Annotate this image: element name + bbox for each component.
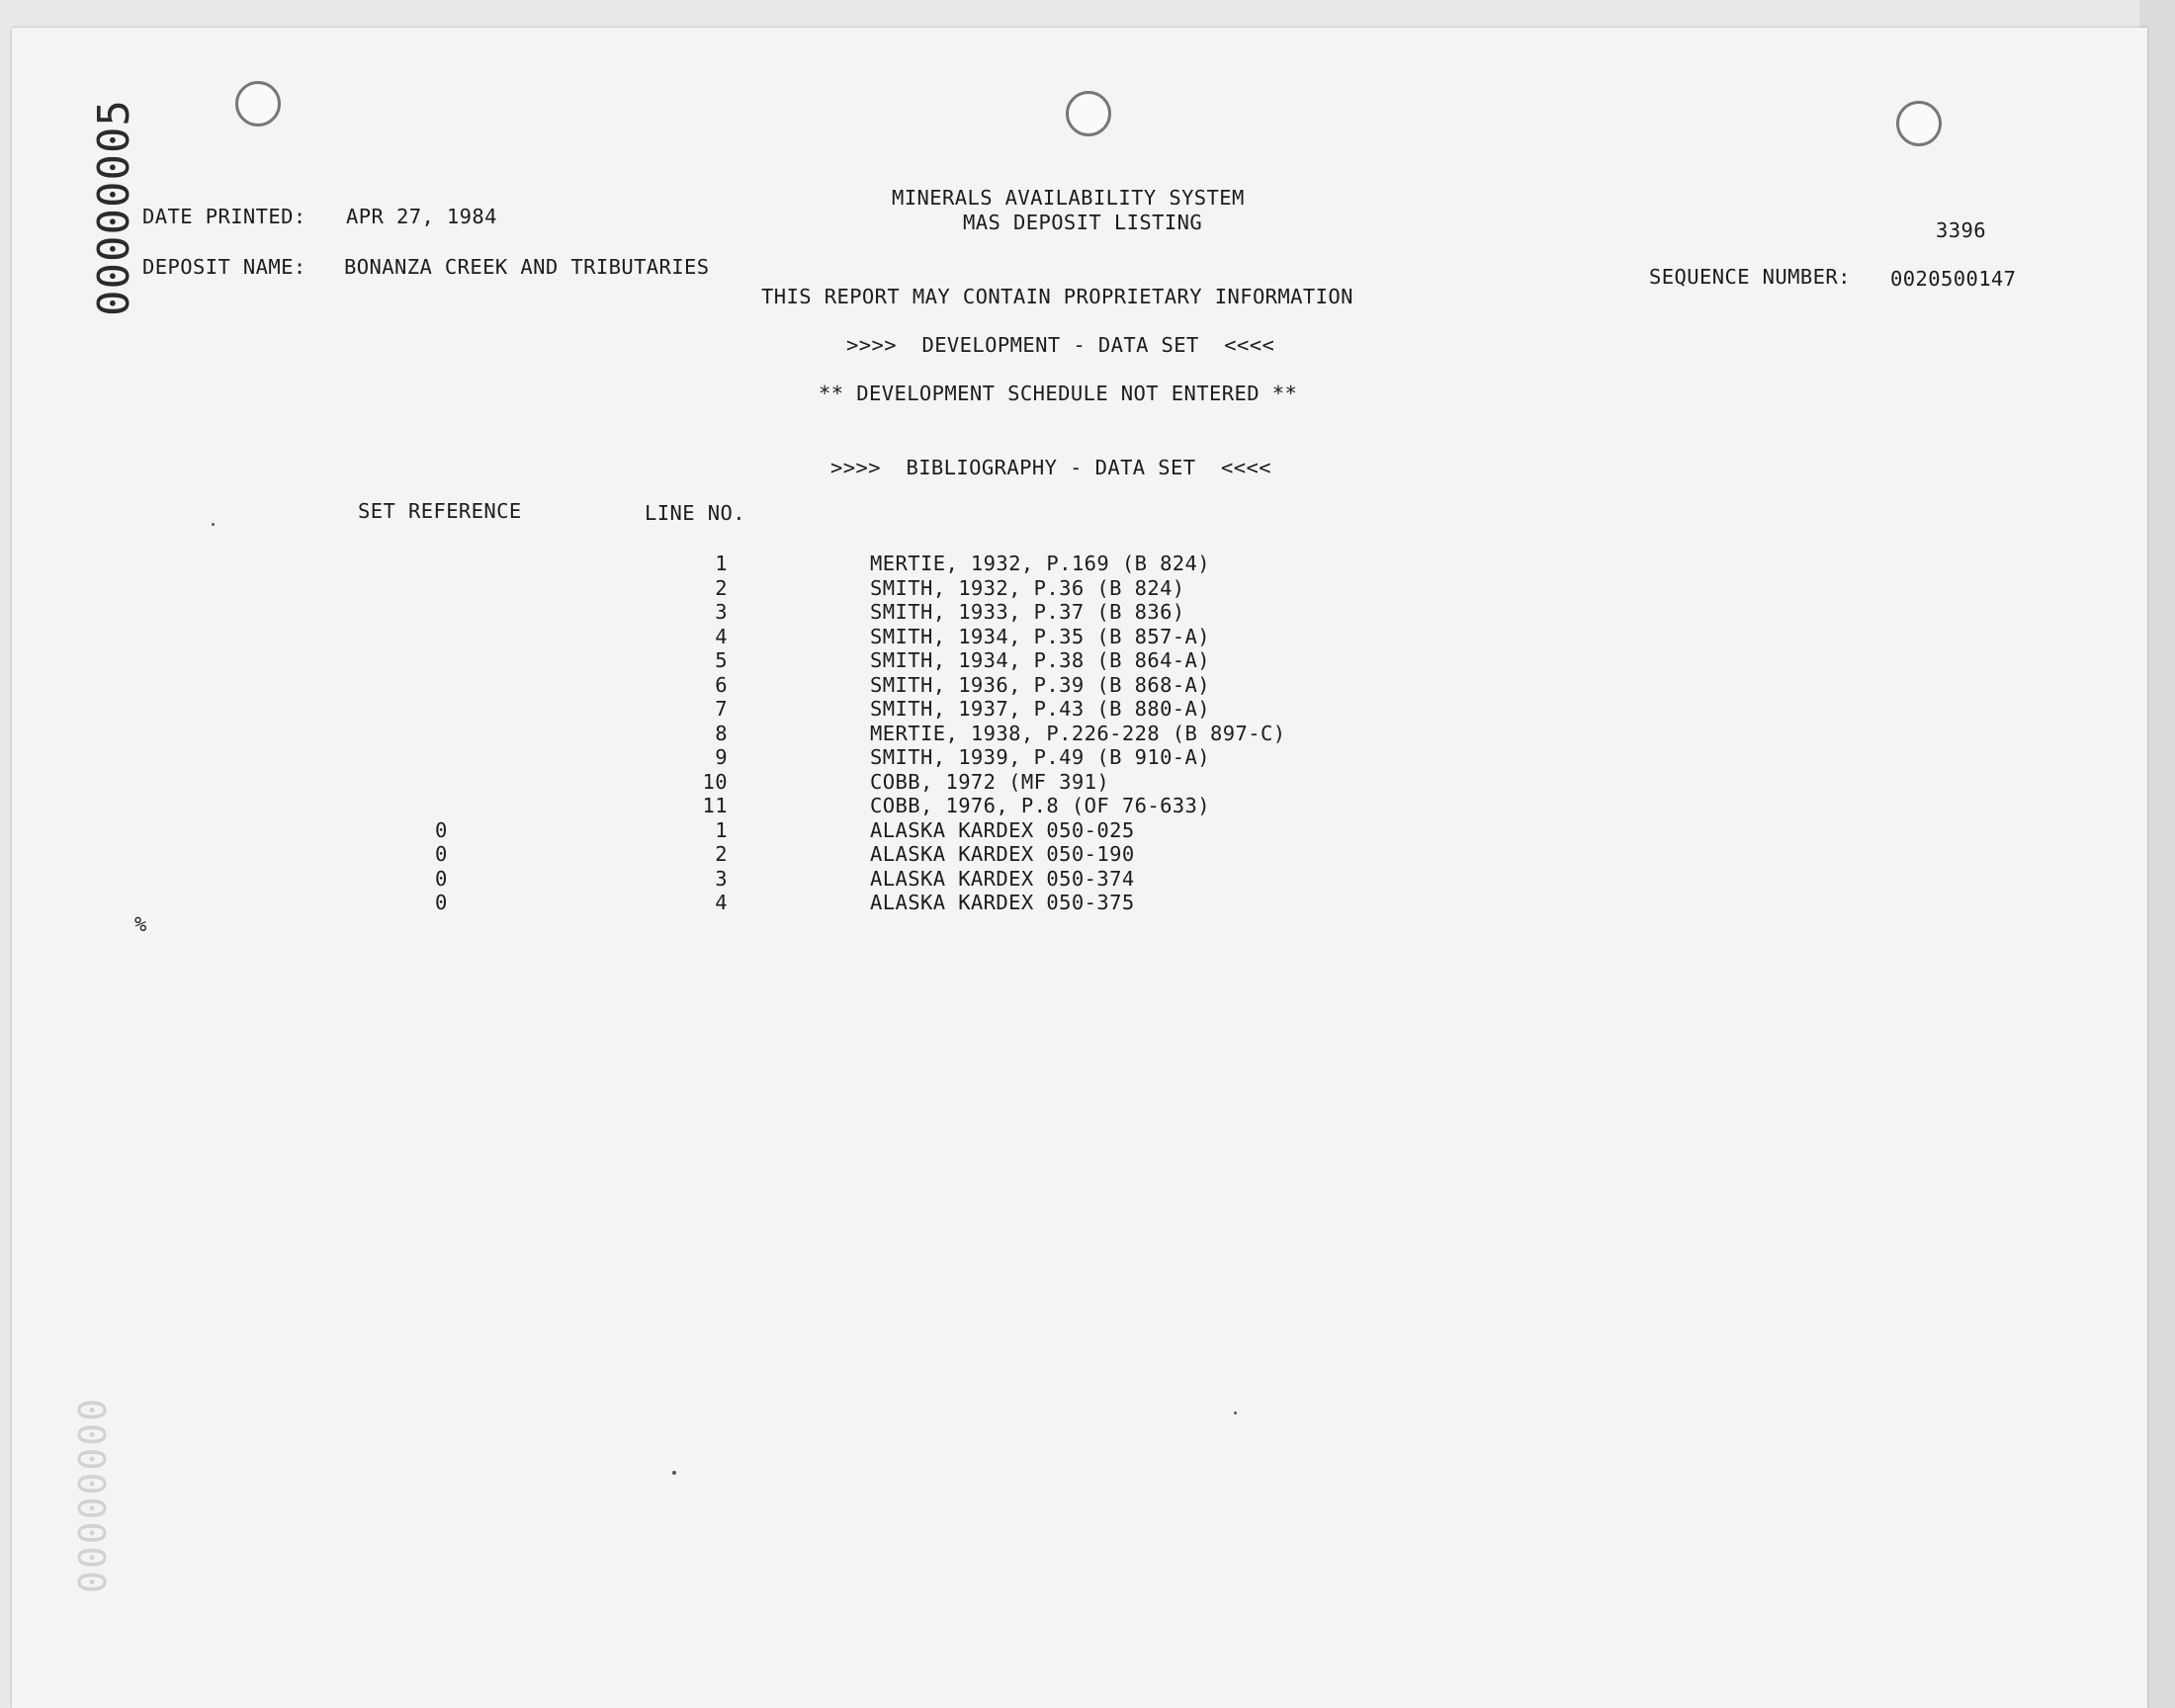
line-number-cell: 8	[715, 722, 728, 745]
line-number-cell: 1	[715, 818, 728, 842]
table-row	[0, 600, 1582, 624]
reference-cell: COBB, 1976, P.8 (OF 76-633)	[870, 794, 1211, 817]
percent-mark: %	[134, 912, 147, 936]
development-heading: >>>> DEVELOPMENT - DATA SET <<<<	[846, 333, 1275, 357]
table-row	[0, 818, 1582, 842]
set-reference-cell: 0	[435, 867, 448, 891]
line-number-cell: 3	[715, 867, 728, 891]
line-number-cell: 10	[702, 770, 728, 794]
proprietary-notice: THIS REPORT MAY CONTAIN PROPRIETARY INFORMATION	[761, 285, 1353, 308]
deposit-name-value: BONANZA CREEK AND TRIBUTARIES	[344, 255, 710, 279]
punch-hole-left	[235, 81, 281, 127]
line-number-cell: 4	[715, 625, 728, 648]
table-row	[0, 794, 1582, 817]
reference-cell: MERTIE, 1932, P.169 (B 824)	[870, 552, 1211, 575]
reference-cell: SMITH, 1939, P.49 (B 910-A)	[870, 745, 1211, 769]
reference-cell: SMITH, 1934, P.38 (B 864-A)	[870, 648, 1211, 672]
line-number-cell: 2	[715, 576, 728, 600]
reference-cell: SMITH, 1932, P.36 (B 824)	[870, 576, 1185, 600]
column-header-set-reference: SET REFERENCE	[358, 499, 522, 523]
reference-cell: ALASKA KARDEX 050-190	[870, 842, 1135, 866]
table-row	[0, 722, 1582, 745]
table-row	[0, 745, 1582, 769]
line-number-cell: 7	[715, 697, 728, 721]
reference-cell: MERTIE, 1938, P.226-228 (B 897-C)	[870, 722, 1286, 745]
page-number: 3396	[1936, 218, 1986, 242]
page-stamp-number: 00000005	[89, 99, 139, 316]
line-number-cell: 4	[715, 891, 728, 914]
table-row	[0, 576, 1582, 600]
deposit-name-label: DEPOSIT NAME:	[142, 255, 306, 279]
line-number-cell: 9	[715, 745, 728, 769]
column-header-line-no: LINE NO.	[645, 501, 745, 525]
line-number-cell: 6	[715, 673, 728, 697]
listing-title: MAS DEPOSIT LISTING	[963, 211, 1203, 234]
table-row	[0, 673, 1582, 697]
reference-cell: ALASKA KARDEX 050-025	[870, 818, 1135, 842]
speck	[212, 523, 215, 526]
set-reference-cell: 0	[435, 818, 448, 842]
date-printed-label: DATE PRINTED:	[142, 205, 306, 228]
line-number-cell: 3	[715, 600, 728, 624]
reference-cell: SMITH, 1934, P.35 (B 857-A)	[870, 625, 1211, 648]
bibliography-heading: >>>> BIBLIOGRAPHY - DATA SET <<<<	[830, 456, 1271, 479]
table-row	[0, 697, 1582, 721]
set-reference-cell: 0	[435, 891, 448, 914]
reference-cell: SMITH, 1936, P.39 (B 868-A)	[870, 673, 1211, 697]
table-row	[0, 648, 1582, 672]
reference-cell: SMITH, 1937, P.43 (B 880-A)	[870, 697, 1211, 721]
line-number-cell: 5	[715, 648, 728, 672]
reference-cell: ALASKA KARDEX 050-375	[870, 891, 1135, 914]
set-reference-cell: 0	[435, 842, 448, 866]
date-printed-value: APR 27, 1984	[346, 205, 497, 228]
punch-hole-right	[1896, 101, 1942, 146]
line-number-cell: 1	[715, 552, 728, 575]
system-title: MINERALS AVAILABILITY SYSTEM	[892, 186, 1245, 210]
sequence-number-label: SEQUENCE NUMBER:	[1649, 265, 1851, 289]
table-row	[0, 842, 1582, 866]
table-row	[0, 625, 1582, 648]
reference-cell: SMITH, 1933, P.37 (B 836)	[870, 600, 1185, 624]
table-row	[0, 770, 1582, 794]
reference-cell: ALASKA KARDEX 050-374	[870, 867, 1135, 891]
reference-cell: COBB, 1972 (MF 391)	[870, 770, 1110, 794]
faint-stamp-number: 00000000	[71, 1396, 115, 1593]
development-note: ** DEVELOPMENT SCHEDULE NOT ENTERED **	[819, 382, 1298, 405]
line-number-cell: 2	[715, 842, 728, 866]
punch-hole-center	[1066, 91, 1111, 136]
sequence-number-value: 0020500147	[1890, 267, 2017, 291]
speck	[672, 1471, 676, 1475]
table-row	[0, 552, 1582, 575]
table-row	[0, 867, 1582, 891]
speck	[1234, 1411, 1237, 1414]
table-row	[0, 891, 1582, 914]
line-number-cell: 11	[702, 794, 728, 817]
